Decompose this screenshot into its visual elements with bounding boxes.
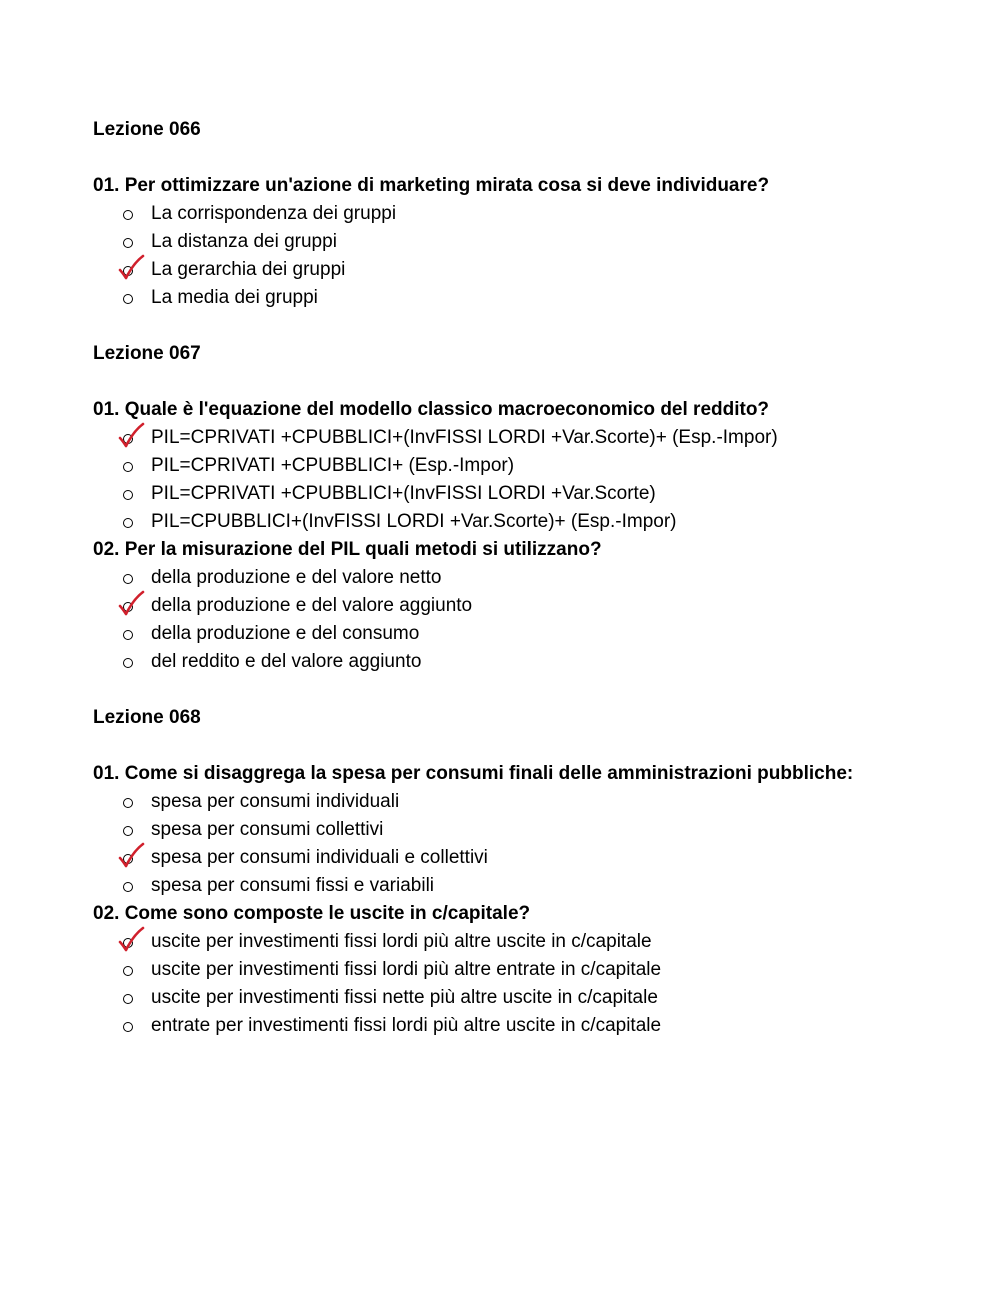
circle-bullet-icon: [123, 872, 135, 900]
circle-bullet-icon: [123, 452, 135, 480]
circle-bullet-icon: [123, 788, 135, 816]
question-block: [93, 172, 973, 312]
question-block: [93, 536, 973, 676]
answer-label: spesa per consumi fissi e variabili: [151, 875, 435, 896]
answer-option: [93, 480, 973, 508]
answer-option: [93, 228, 973, 256]
lesson-section: [93, 704, 973, 1040]
circle-bullet-icon: [123, 424, 135, 452]
answer-option: [93, 620, 973, 648]
circle-bullet-icon: [123, 816, 135, 844]
answer-label: della produzione e del valore aggiunto: [151, 595, 473, 616]
question-text: 02. Per la misurazione del PIL quali metodi si utilizzano?: [93, 539, 602, 560]
answer-list: [93, 788, 973, 900]
lesson-title: Lezione 067: [93, 343, 201, 364]
answer-option: [93, 872, 973, 900]
answer-option-correct: [93, 592, 973, 620]
circle-bullet-icon: [123, 480, 135, 508]
circle-bullet-icon: [123, 1012, 135, 1040]
answer-label: PIL=CPUBBLICI+(InvFISSI LORDI +Var.Scorte)+ (Esp.-Impor): [151, 511, 677, 532]
circle-bullet-icon: [123, 984, 135, 1012]
circle-bullet-icon: [123, 956, 135, 984]
circle-bullet-icon: [123, 564, 135, 592]
answer-option: [93, 1012, 973, 1040]
answer-option: [93, 508, 973, 536]
answer-option: [93, 816, 973, 844]
answer-option: [93, 648, 973, 676]
question-block: [93, 396, 973, 536]
answer-option: [93, 984, 973, 1012]
answer-option: [93, 788, 973, 816]
answer-option-correct: [93, 256, 973, 284]
answer-list: [93, 564, 973, 676]
answer-option: [93, 956, 973, 984]
circle-bullet-icon: [123, 200, 135, 228]
answer-label: spesa per consumi collettivi: [151, 819, 384, 840]
answer-option-correct: [93, 928, 973, 956]
question-block: [93, 900, 973, 1040]
circle-bullet-icon: [123, 620, 135, 648]
answer-label: La corrispondenza dei gruppi: [151, 203, 397, 224]
answer-option: [93, 452, 973, 480]
document-body: [93, 116, 973, 1040]
answer-label: uscite per investimenti fissi nette più altre uscite in c/capitale: [151, 987, 658, 1008]
answer-option: [93, 564, 973, 592]
answer-option: [93, 200, 973, 228]
question-block: [93, 760, 973, 900]
answer-label: della produzione e del valore netto: [151, 567, 442, 588]
answer-label: uscite per investimenti fissi lordi più altre entrate in c/capitale: [151, 959, 662, 980]
circle-bullet-icon: [123, 228, 135, 256]
answer-label: PIL=CPRIVATI +CPUBBLICI+ (Esp.-Impor): [151, 455, 515, 476]
answer-option: [93, 284, 973, 312]
lesson-section: [93, 340, 973, 676]
answer-label: La gerarchia dei gruppi: [151, 259, 346, 280]
question-text: 01. Quale è l'equazione del modello classico macroeconomico del reddito?: [93, 399, 770, 420]
question-text: 01. Come si disaggrega la spesa per consumi finali delle amministrazioni pubbliche:: [93, 763, 854, 784]
circle-bullet-icon: [123, 648, 135, 676]
answer-label: La media dei gruppi: [151, 287, 318, 308]
circle-bullet-icon: [123, 508, 135, 536]
circle-bullet-icon: [123, 256, 135, 284]
circle-bullet-icon: [123, 844, 135, 872]
answer-label: entrate per investimenti fissi lordi più altre uscite in c/capitale: [151, 1015, 662, 1036]
answer-list: [93, 200, 973, 312]
lesson-section: [93, 116, 973, 312]
answer-label: spesa per consumi individuali e collettivi: [151, 847, 488, 868]
circle-bullet-icon: [123, 928, 135, 956]
answer-label: La distanza dei gruppi: [151, 231, 337, 252]
question-text: 01. Per ottimizzare un'azione di marketing mirata cosa si deve individuare?: [93, 175, 770, 196]
answer-label: uscite per investimenti fissi lordi più altre uscite in c/capitale: [151, 931, 652, 952]
answer-label: della produzione e del consumo: [151, 623, 420, 644]
answer-option-correct: [93, 424, 973, 452]
answer-label: PIL=CPRIVATI +CPUBBLICI+(InvFISSI LORDI +Var.Scorte): [151, 483, 656, 504]
answer-label: spesa per consumi individuali: [151, 791, 400, 812]
answer-list: [93, 424, 973, 536]
lesson-title: Lezione 066: [93, 119, 201, 140]
circle-bullet-icon: [123, 592, 135, 620]
circle-bullet-icon: [123, 284, 135, 312]
answer-option-correct: [93, 844, 973, 872]
answer-label: del reddito e del valore aggiunto: [151, 651, 422, 672]
lesson-title: Lezione 068: [93, 707, 201, 728]
question-text: 02. Come sono composte le uscite in c/capitale?: [93, 903, 531, 924]
answer-list: [93, 928, 973, 1040]
answer-label: PIL=CPRIVATI +CPUBBLICI+(InvFISSI LORDI +Var.Scorte)+ (Esp.-Impor): [151, 427, 778, 448]
